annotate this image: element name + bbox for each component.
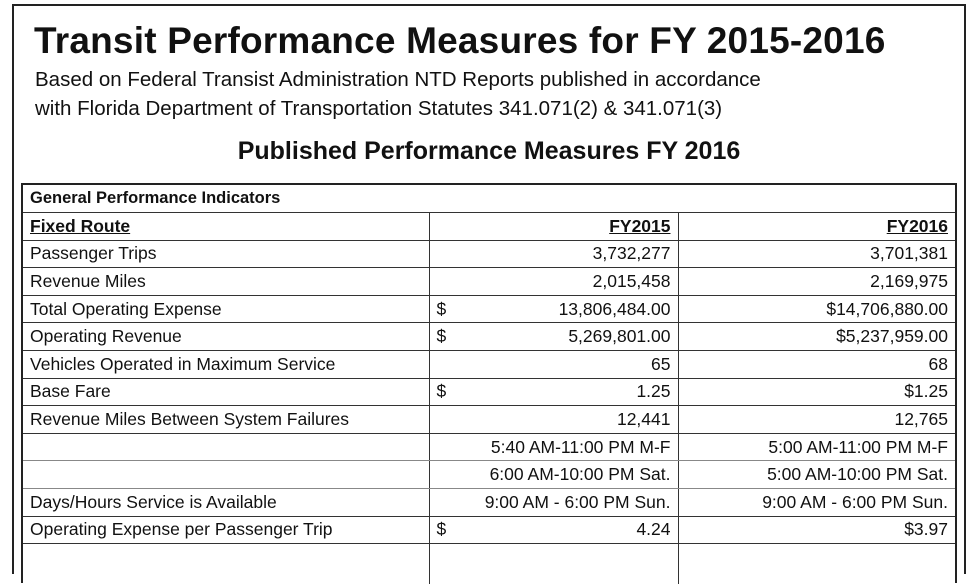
fy2016-value: 68 (678, 351, 955, 379)
currency-symbol: $ (436, 381, 447, 402)
document-frame (12, 4, 966, 574)
table-row (23, 461, 955, 489)
table-row (23, 406, 955, 434)
subtitle-line-2: with Florida Department of Transportation Statutes 341.071(2) & 341.071(3) (35, 97, 723, 120)
fy2016-value: 3,701,381 (678, 240, 955, 268)
table-row (23, 489, 955, 517)
row-label (23, 433, 429, 461)
subtitle-line-1: Based on Federal Transist Administration NTD Reports published in accordance (35, 68, 761, 91)
row-label: Base Fare (23, 378, 429, 406)
fy2015-value: 5:40 AM-11:00 PM M-F (490, 436, 671, 457)
fy2015-value: 13,806,484.00 (558, 298, 671, 319)
fy2016-value: $14,706,880.00 (678, 295, 955, 323)
row-label (23, 461, 429, 489)
empty-cell (429, 544, 678, 584)
column-header-fixed-route: Fixed Route (30, 215, 131, 236)
fy2016-value: $1.25 (678, 378, 955, 406)
column-header-fy2016: FY2016 (886, 215, 948, 236)
table-row (23, 433, 955, 461)
table-row (23, 516, 955, 544)
fy2015-value: 9:00 AM - 6:00 PM Sun. (484, 491, 671, 512)
fy2015-value: 12,441 (616, 409, 671, 430)
row-label: Passenger Trips (23, 240, 429, 268)
row-label: Total Operating Expense (23, 295, 429, 323)
fy2016-value: 5:00 AM-10:00 PM Sat. (678, 461, 955, 489)
fy2015-value: 3,732,277 (592, 243, 671, 264)
table-row (23, 323, 955, 351)
fy2015-value: 2,015,458 (592, 271, 671, 292)
table-row (23, 351, 955, 379)
group-label: General Performance Indicators (23, 185, 955, 213)
section-title: Published Performance Measures FY 2016 (237, 137, 741, 165)
fy2016-value: $5,237,959.00 (678, 323, 955, 351)
fy2015-value: 4.24 (636, 519, 671, 540)
fy2016-value: $3.97 (678, 516, 955, 544)
currency-symbol: $ (436, 298, 447, 319)
fy2016-value: 9:00 AM - 6:00 PM Sun. (678, 489, 955, 517)
fy2015-value: 6:00 AM-10:00 PM Sat. (489, 464, 671, 485)
table-row (23, 295, 955, 323)
fy2015-value: 5,269,801.00 (568, 326, 671, 347)
row-label: Revenue Miles Between System Failures (23, 406, 429, 434)
table-group-header (23, 185, 955, 213)
table-row (23, 268, 955, 296)
page-title: Transit Performance Measures for FY 2015-2016 (34, 20, 886, 61)
fy2016-value: 12,765 (678, 406, 955, 434)
currency-symbol: $ (436, 519, 447, 540)
fy2015-value: 65 (651, 353, 671, 374)
row-label: Operating Expense per Passenger Trip (23, 516, 429, 544)
row-label: Vehicles Operated in Maximum Service (23, 351, 429, 379)
table-row (23, 240, 955, 268)
currency-symbol: $ (436, 326, 447, 347)
row-label: Revenue Miles (23, 268, 429, 296)
table-row (23, 378, 955, 406)
fy2016-value: 2,169,975 (678, 268, 955, 296)
table-row-empty (23, 544, 955, 584)
table-column-header-row (23, 213, 955, 241)
performance-table (21, 183, 957, 583)
row-label: Days/Hours Service is Available (23, 489, 429, 517)
fy2015-value: 1.25 (636, 381, 671, 402)
empty-cell (23, 544, 429, 584)
row-label: Operating Revenue (23, 323, 429, 351)
fy2016-value: 5:00 AM-11:00 PM M-F (678, 433, 955, 461)
column-header-fy2015: FY2015 (609, 215, 671, 236)
empty-cell (678, 544, 955, 584)
